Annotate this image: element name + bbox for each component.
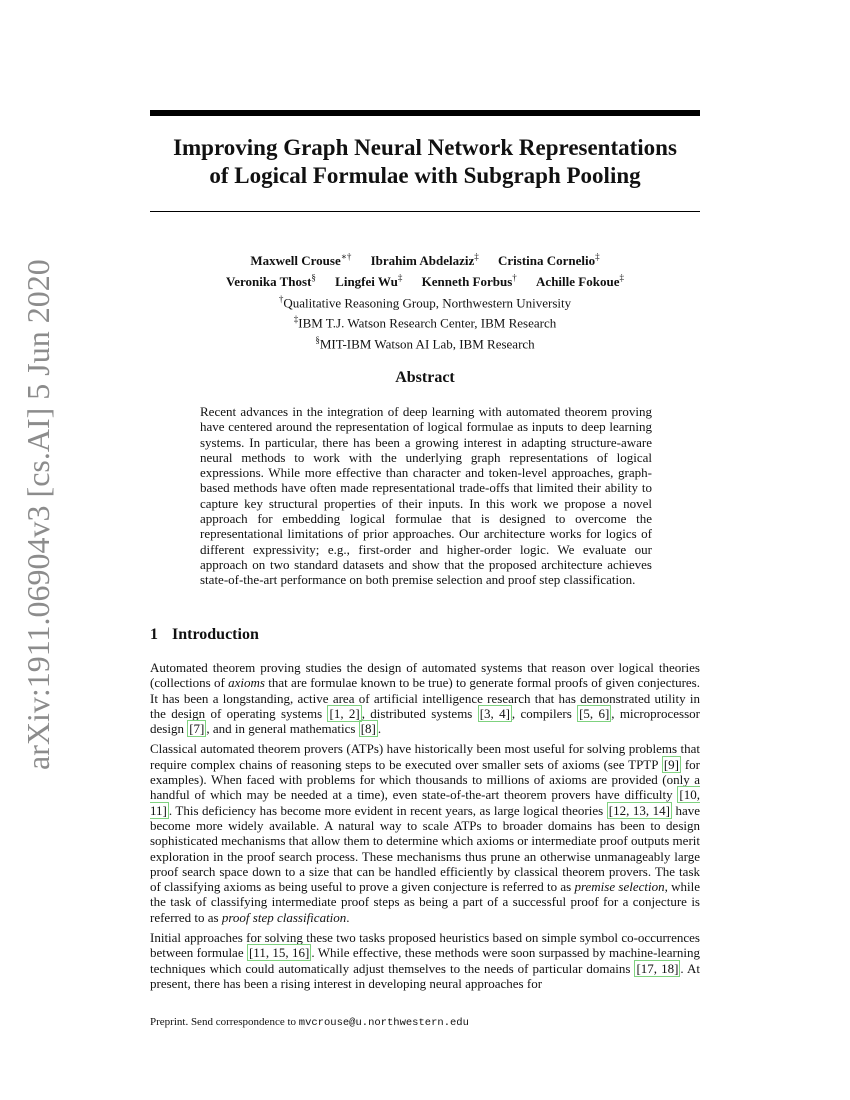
citation-link[interactable]: [5, 6]	[579, 705, 610, 721]
title-line-1: Improving Graph Neural Network Representations	[173, 135, 677, 160]
citation-link[interactable]: [12, 13, 14]	[608, 802, 670, 818]
citation-link[interactable]: [8]	[360, 721, 376, 737]
body-text	[150, 660, 700, 996]
authors-line-1	[150, 249, 700, 270]
citation-link[interactable]: [7]	[189, 721, 205, 737]
footnote: Preprint. Send correspondence to mvcrouse@u.northwestern.edu	[150, 1016, 469, 1029]
title-top-rule	[150, 110, 700, 116]
affiliation: §MIT-IBM Watson AI Lab, IBM Research	[315, 335, 535, 352]
citation-link[interactable]: [3, 4]	[479, 705, 510, 721]
paper-title	[150, 134, 700, 190]
title-bottom-rule	[150, 211, 700, 212]
affiliation: †Qualitative Reasoning Group, Northwestern University	[278, 293, 572, 310]
authors-line-2	[150, 270, 700, 291]
author: Veronika Thost§	[226, 272, 316, 290]
section-heading	[150, 626, 259, 644]
abstract-text: Recent advances in the integration of deep learning with automated theorem proving have centered around the representation of logical formulae as inputs to deep learning systems. In particular, there has been a growing interest in adapting structure-aware neural methods to work with the underlying graph representations of logical expressions. While more effective than character and token-level approaches, graph-based methods have often made representational trade-offs that limited their ability to capture key structural properties of their inputs. In this work we propose a novel approach for embedding logical formulae that is designed to overcome the representational limitations of prior approaches. Our architecture works for logics of different expressivity; e.g., first-order and higher-order logic. We evaluate our approach on two standard datasets and show that the proposed architecture achieves state-of-the-art performance on both premise selection and proof step classification.	[200, 404, 652, 588]
author-block	[150, 249, 700, 353]
citation-link[interactable]: [1, 2]	[329, 705, 360, 721]
paragraph: Automated theorem proving studies the design of automated systems that reason over logical theories (collections of axioms that are formulae known to be true) to generate formal proofs of given conjectures. It has been a longstanding, active area of artificial intelligence research that has demonstrated utility in the design of operating systems [1, 2] , distributed systems [3, 4] , compilers [5, 6] , microprocessor design [7] , and in general mathematics [8] .	[150, 660, 700, 737]
author: Cristina Cornelio‡	[498, 252, 600, 269]
citation-link[interactable]: [17, 18]	[636, 960, 679, 976]
citation-link[interactable]: [9]	[663, 756, 679, 772]
affiliation: ‡IBM T.J. Watson Research Center, IBM Research	[293, 314, 557, 331]
section-number: 1	[150, 626, 158, 643]
author: Ibrahim Abdelaziz‡	[370, 252, 479, 269]
title-line-2: of Logical Formulae with Subgraph Pooling	[209, 163, 641, 188]
section-title: Introduction	[172, 626, 259, 643]
author: Kenneth Forbus†	[421, 272, 517, 290]
author: Maxwell Crouse∗†	[250, 252, 352, 269]
paragraph: Classical automated theorem provers (ATPs) have historically been most useful for solving problems that require complex chains of reasoning steps to be executed over smaller sets of axioms (see TPTP [9] for examples). When faced with problems for which thousands to millions of axioms are provided (only a handful of which may be needed at a time), even state-of-the-art theorem provers have difficulty [10, 11] . This deficiency has become more evident in recent years, as large logical theories [12, 13, 14] have become more widely available. A natural way to scale ATPs to broader domains has been to design sophisticated mechanisms that allow them to determine which axioms or intermediate proof outputs merit exploration in the proof search process. These mechanisms thus prune an otherwise unmanageably large proof search space down to a size that can be handled efficiently by classical theorem provers. The task of classifying axioms as being useful to prove a given conjecture is referred to as premise selection, while the task of classifying intermediate proof steps as being a part of a successful proof for a conjecture is referred to as proof step classification.	[150, 741, 700, 925]
arxiv-stamp-text: arXiv:1911.06904v3 [cs.AI] 5 Jun 2020	[20, 259, 56, 770]
citation-link[interactable]: [10, 11]	[150, 787, 700, 818]
author: Lingfei Wu‡	[335, 272, 403, 290]
abstract-heading: Abstract	[395, 369, 455, 386]
paragraph: Initial approaches for solving these two tasks proposed heuristics based on simple symbol co-occurrences between formulae [11, 15, 16] . While effective, these methods were soon surpassed by machine-learning techniques which could automatically adjust themselves to the needs of particular domains [17, 18] . At present, there has been a rising interest in developing neural approaches for	[150, 930, 700, 991]
author: Achille Fokoue‡	[536, 272, 624, 290]
correspondence-email[interactable]: mvcrouse@u.northwestern.edu	[298, 1017, 469, 1029]
citation-link[interactable]: [11, 15, 16]	[248, 945, 310, 961]
